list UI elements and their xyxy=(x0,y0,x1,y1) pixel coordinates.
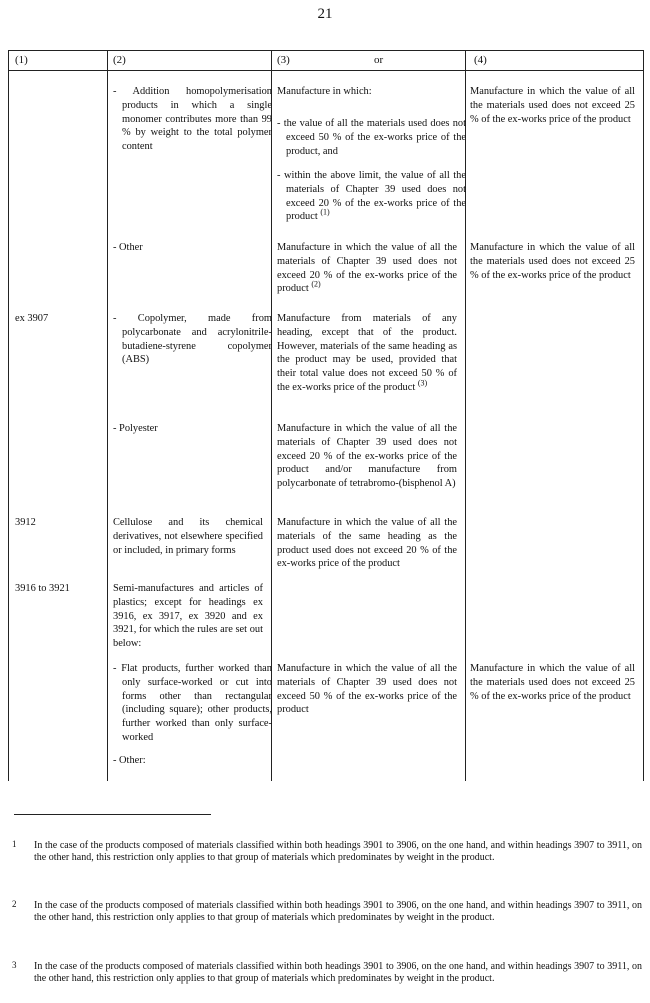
row6-description: Semi-manufactures and articles of plastics; except for headings ex 3916, ex 3917, ex 3920 and ex 3921, for which the rules are set out below: xyxy=(113,583,263,650)
footnote-ref-1: (1) xyxy=(320,207,330,217)
header-or: or xyxy=(374,54,384,66)
row7-rule: Manufacture in which the value of all the materials of Chapter 39 used does not exceed 50 % of the ex-works price of the product xyxy=(277,663,457,716)
footnote-separator xyxy=(14,814,211,815)
row1-rule-b-text: - within the above limit, the value of all the materials of Chapter 39 used does not exceed 20 % of the ex-works price of the product xyxy=(277,170,466,223)
rules-table xyxy=(8,50,644,781)
footnote-text: In the case of the products composed of materials classified within both headings 3901 to 3906, on the one hand, and within headings 3907 to 3911, on the other hand, this restriction only applies to that group of materials which predominates by weight in the product. xyxy=(34,840,642,863)
column-divider xyxy=(107,51,108,781)
row3-rule-text: Manufacture from materials of any heading, except that of the product. However, materials of the same heading as the product may be used, provided that their total value does not exceed 50 % of the ex-works price of the product xyxy=(277,313,457,393)
row7-alt-rule: Manufacture in which the value of all the materials used does not exceed 25 % of the ex-works price of the product xyxy=(470,663,635,702)
header-col-1: (1) xyxy=(15,54,28,66)
row2-rule-text: Manufacture in which the value of all the materials of Chapter 39 used does not exceed 20 % of the ex-works price of the product xyxy=(277,242,457,295)
column-divider xyxy=(465,51,466,781)
row1-description: - Addition homopolymerisation products in which a single monomer contributes more than 99 % by weight to the total polymer content xyxy=(113,86,272,153)
header-col-2: (2) xyxy=(113,54,126,66)
row1-rule-intro: Manufacture in which: xyxy=(277,86,372,97)
row2-rule xyxy=(277,241,457,296)
row1-rule-a: - the value of all the materials used does not exceed 50 % of the ex-works price of the product, and xyxy=(277,118,466,157)
footnote-mark: 1 xyxy=(12,839,17,849)
footnote-1 xyxy=(12,840,642,864)
footnote-mark: 2 xyxy=(12,899,17,909)
header-col-3: (3) xyxy=(277,54,290,66)
table-header xyxy=(9,51,643,71)
row6-heading: 3916 to 3921 xyxy=(15,583,70,594)
row1-alt-rule: Manufacture in which the value of all the materials used does not exceed 25 % of the ex-works price of the product xyxy=(470,86,635,125)
row4-description: - Polyester xyxy=(113,423,158,434)
row3-description: - Copolymer, made from polycarbonate and acrylonitrile-butadiene-styrene copolymer (ABS) xyxy=(113,313,272,366)
footnote-ref-3: (3) xyxy=(417,378,428,388)
row5-heading: 3912 xyxy=(15,517,36,528)
footnote-mark: 3 xyxy=(12,960,17,970)
footnote-text: In the case of the products composed of materials classified within both headings 3901 to 3906, on the one hand, and within headings 3907 to 3911, on the other hand, this restriction only applies to that group of materials which predominates by weight in the product. xyxy=(34,961,642,984)
row3-heading: ex 3907 xyxy=(15,313,49,324)
row2-description: - Other xyxy=(113,242,143,253)
page-number: 21 xyxy=(317,6,333,22)
row5-description: Cellulose and its chemical derivatives, not elsewhere specified or included, in primary forms xyxy=(113,517,263,556)
row1-rule-b xyxy=(277,169,466,224)
header-col-4: (4) xyxy=(474,54,487,66)
row4-rule: Manufacture in which the value of all the materials of Chapter 39 used does not exceed 20 % of the ex-works price of the product and/or manufacture from polycarbonate of tetrabromo-(bisphenol A) xyxy=(277,423,457,490)
row3-rule xyxy=(277,312,457,395)
footnote-2 xyxy=(12,900,642,924)
row2-alt-rule: Manufacture in which the value of all the materials used does not exceed 25 % of the ex-works price of the product xyxy=(470,242,635,281)
footnote-text: In the case of the products composed of materials classified within both headings 3901 to 3906, on the one hand, and within headings 3907 to 3911, on the other hand, this restriction only applies to that group of materials which predominates by weight in the product. xyxy=(34,900,642,923)
footnote-ref-2: (2) xyxy=(311,279,321,289)
row8-description: - Other: xyxy=(113,755,146,766)
footnote-3 xyxy=(12,961,642,985)
row7-description: - Flat products, further worked than only surface-worked or cut into forms other than rectangular (including square); other products, further worked than only surface-worked xyxy=(113,663,272,743)
row5-rule: Manufacture in which the value of all the materials of the same heading as the product used does not exceed 20 % of the ex-works price of the product xyxy=(277,517,457,570)
